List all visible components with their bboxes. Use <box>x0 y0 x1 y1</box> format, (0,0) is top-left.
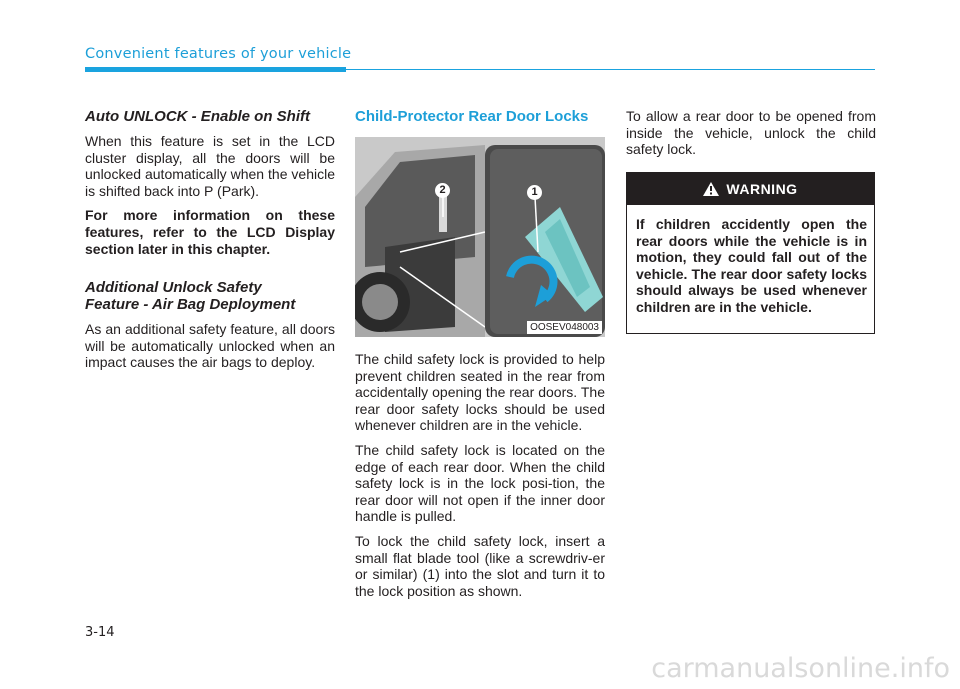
heading-additional-unlock-line1: Additional Unlock Safety <box>85 279 262 297</box>
watermark: carmanualsonline.info <box>651 653 950 684</box>
warning-text: If children accidently open the rear doors while the vehicle is in motion, they could fall out of the vehicle. The rear door safety locks should always be used whenever children are in the vehicle. <box>636 216 867 315</box>
auto-unlock-paragraph: When this feature is set in the LCD cluster display, all the doors will be unlocked automatically when the vehicle is shifted back into P (Park). <box>85 133 335 199</box>
heading-additional-unlock-line2: Feature - Air Bag Deployment <box>85 296 296 314</box>
callout-2-badge: 2 <box>435 183 450 198</box>
header-accent-bar <box>85 67 346 72</box>
child-lock-instructions-paragraph: To lock the child safety lock, insert a small flat blade tool (like a screwdriv-er or similar) (1) into the slot and turn it to the lock position as shown. <box>355 532 605 599</box>
warning-box <box>626 172 875 334</box>
child-lock-purpose-paragraph: The child safety lock is provided to help prevent children seated in the rear from accidentally opening the rear doors. The rear door safety locks should be used whenever children are in the vehicle. <box>355 351 605 434</box>
column-right <box>626 108 876 166</box>
warning-header <box>627 173 874 205</box>
unlock-instructions-paragraph: To allow a rear door to be opened from inside the vehicle, unlock the child safety lock. <box>626 108 876 158</box>
header-rule <box>346 69 875 70</box>
heading-additional-unlock <box>85 279 335 313</box>
page-number: 3-14 <box>85 625 115 640</box>
child-lock-figure <box>355 137 605 337</box>
section-title: Convenient features of your vehicle <box>85 46 352 62</box>
child-lock-illustration <box>355 137 605 337</box>
heading-auto-unlock: Auto UNLOCK - Enable on Shift <box>85 108 310 125</box>
more-info-paragraph: For more information on these features, refer to the LCD Display section later in this chapter. <box>85 207 335 257</box>
child-lock-location-paragraph: The child safety lock is located on the edge of each rear door. When the child safety lock is in the lock posi-tion, the rear door will not open if the inner door handle is pulled. <box>355 441 605 525</box>
air-bag-unlock-paragraph: As an additional safety feature, all doors will be automatically unlocked when an impact causes the air bags to deploy. <box>85 321 335 371</box>
heading-child-protector: Child-Protector Rear Door Locks <box>355 108 589 125</box>
column-left <box>85 108 335 379</box>
column-middle <box>355 108 605 607</box>
callout-1-badge: 1 <box>527 185 542 200</box>
warning-triangle-icon <box>703 182 719 196</box>
figure-code: OOSEV048003 <box>527 321 602 334</box>
warning-title: WARNING <box>726 181 798 197</box>
